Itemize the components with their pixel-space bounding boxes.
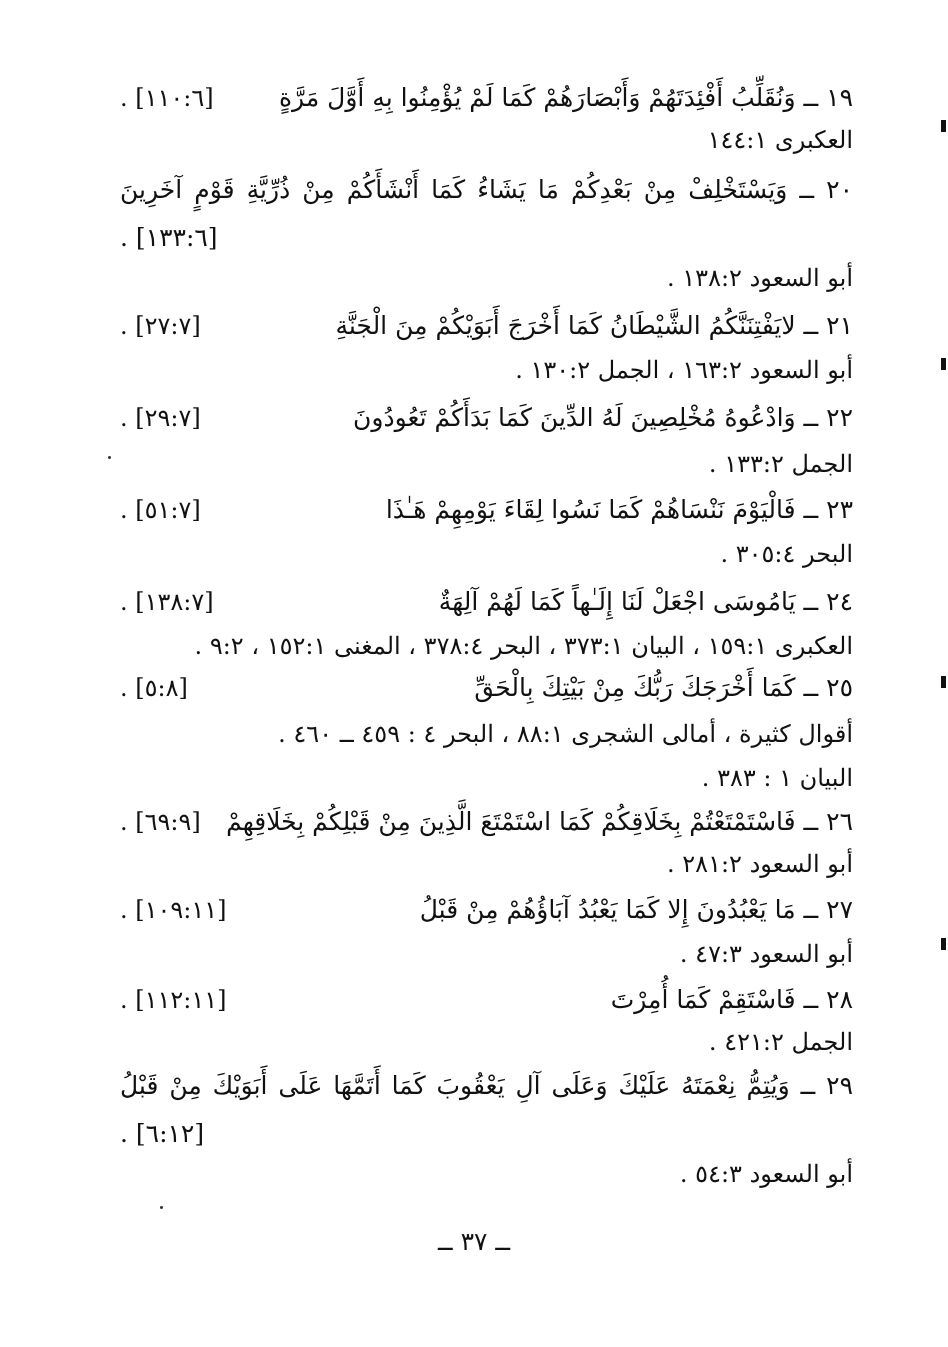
verse-reference [120,1114,853,1154]
source-line: أبو السعود ١٣٨:٢ . [667,264,853,292]
scan-mark [941,938,946,950]
verse-23 [120,490,853,530]
verse-reference: . [١١٢:١١] [120,986,227,1014]
verse-text: ٢٦ ــ فَاسْتَمْتَعْتُمْ بِخَلَاقِكُمْ كَمَا اسْتَمْتَعَ الَّذِينَ مِنْ قَبْلِكُمْ بِخَلَاقِهِمْ [226,807,853,836]
verse-24 [120,582,853,622]
scan-mark [941,120,946,132]
verse-27 [120,890,853,930]
source-line: أبو السعود ١٦٣:٢ ، الجمل ١٣٠:٢ . [515,356,853,384]
verse-text: ٢٤ ــ يَامُوسَى اجْعَلْ لَنَا إِلَـٰهاً كَمَا لَهُمْ آلِهَةٌ [438,587,853,616]
verse-text: ٢٨ ــ فَاسْتَقِمْ كَمَا أُمِرْتَ [610,985,853,1014]
verse-29: ٢٩ ــ وَيُتِمُّ نِعْمَتَهُ عَلَيْكَ وَعَلَى آلِ يَعْقُوبَ كَمَا أَتَمَّهَا عَلَى أَبَوَيْكَ مِنْ قَبْلُ [120,1071,853,1100]
scan-speck [108,456,111,459]
verse-text: ٢٢ ــ وَادْعُوهُ مُخْلِصِينَ لَهُ الدِّينَ كَمَا بَدَأَكُمْ تَعُودُونَ [353,403,853,432]
verse-reference: . [٥١:٧] [120,496,201,524]
source-line: البيان ١ : ٣٨٣ . [701,764,853,792]
verse-22 [120,398,853,438]
source-line: العكبرى ١٥٩:١ ، البيان ٣٧٣:١ ، البحر ٣٧٨:٤ ، المغنى ١٥٢:١ ، ٩:٢ . [194,632,853,660]
verse-reference: . [٦٩:٩] [120,808,201,836]
source-line: العكبرى ١٤٤:١ [707,126,853,154]
verse-reference-text: . [٦:١٢] [120,1119,205,1148]
page-number: ــ ٣٧ ــ [437,1227,511,1256]
verse-reference: . [٢٧:٧] [120,312,201,340]
verse-reference: . [١٣٨:٧] [120,588,214,616]
source-line: الجمل ٤٢١:٢ . [708,1028,853,1056]
source-line: الجمل ١٣٣:٢ . [708,450,853,478]
verse-reference: . [٥:٨] [120,674,188,702]
source-line: أبو السعود ٥٤:٣ . [679,1160,853,1188]
verse-text: ٢١ ــ لايَفْتِنَنَّكُمُ الشَّيْطَانُ كَمَا أَخْرَجَ أَبَوَيْكُمْ مِنَ الْجَنَّةِ [335,311,853,340]
scan-mark [941,358,946,370]
source-line: أقوال كثيرة ، أمالى الشجرى ٨٨:١ ، البحر ٤ : ٤٥٩ ــ ٤٦٠ . [278,720,853,748]
source-line: أبو السعود ٤٧:٣ . [679,940,853,968]
source-line: أبو السعود ٢٨١:٢ . [667,850,853,878]
verse-reference: . [١١٠:٦] [120,84,214,112]
verse-26 [120,802,853,842]
source-line: البحر ٣٠٥:٤ . [720,540,853,568]
verse-20: ٢٠ ــ وَيَسْتَخْلِفْ مِنْ بَعْدِكُمْ مَا يَشَاءُ كَمَا أَنْشَأَكُمْ مِنْ ذُرِّيَّةِ قَوْمٍ آخَرِينَ [120,175,853,204]
verse-reference-text: . [١٣٣:٦] [120,223,218,252]
verse-21 [120,306,853,346]
verse-text: ١٩ ــ وَنُقَلِّبُ أَفْئِدَتَهُمْ وَأَبْصَارَهُمْ كَمَا لَمْ يُؤْمِنُوا بِهِ أَوَّلَ مَرَّةٍ [278,83,853,112]
verse-reference [120,218,853,258]
verse-text: ٢٧ ــ مَا يَعْبُدُونَ إِلا كَمَا يَعْبُدُ آبَاؤُهُمْ مِنْ قَبْلُ [419,895,853,924]
verse-19 [120,78,853,118]
scan-speck [160,1206,163,1209]
verse-28 [120,980,853,1020]
verse-25 [120,668,853,708]
scan-mark [941,676,946,688]
verse-reference: . [٢٩:٧] [120,404,201,432]
verse-reference: . [١٠٩:١١] [120,896,227,924]
verse-text: ٢٥ ــ كَمَا أَخْرَجَكَ رَبُّكَ مِنْ بَيْتِكَ بِالْحَقِّ [474,673,853,702]
verse-text: ٢٣ ــ فَالْيَوْمَ نَنْسَاهُمْ كَمَا نَسُوا لِقَاءَ يَوْمِهِمْ هَـٰذَا [385,495,853,524]
